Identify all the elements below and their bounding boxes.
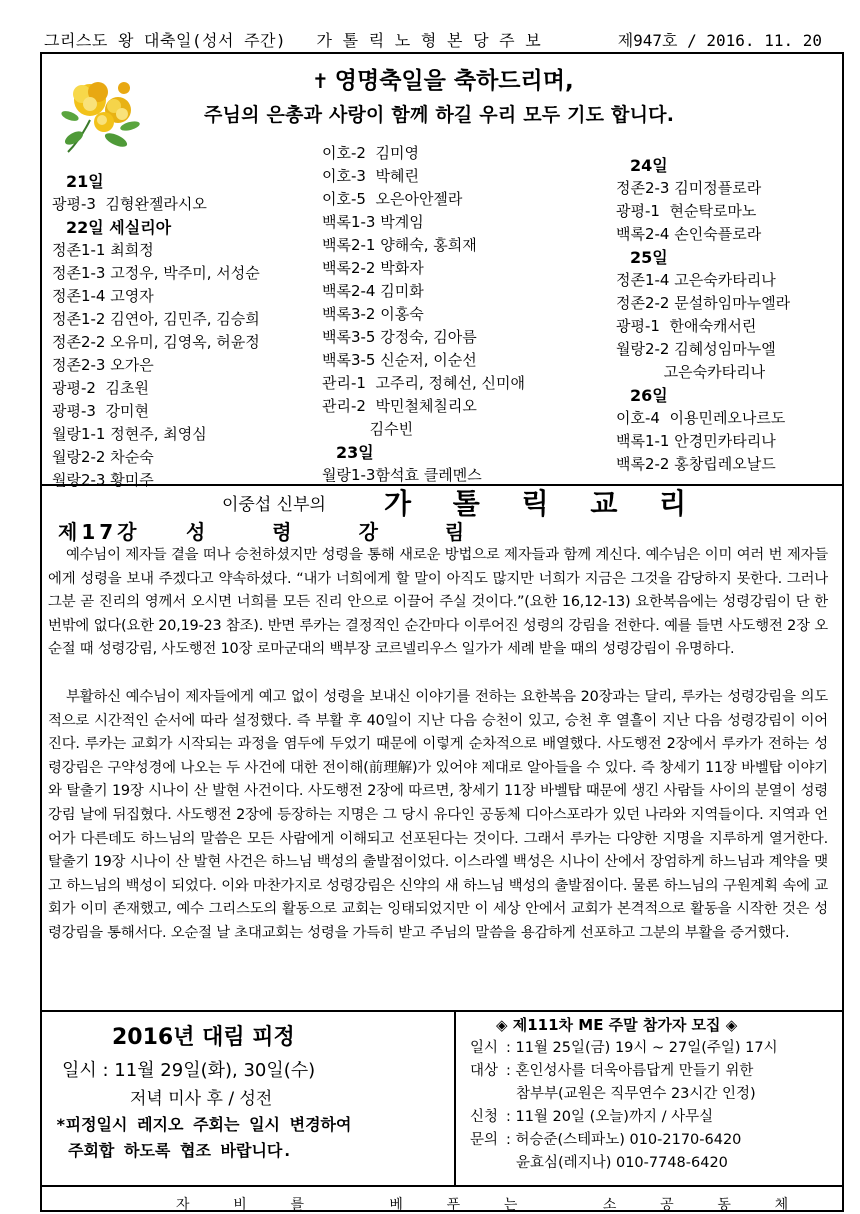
- feast-entry: 백록2-4 김미화: [322, 282, 424, 300]
- feast-entry: 이호-2 김미영: [322, 144, 419, 162]
- feast-entry: 정존1-4 고영자: [52, 287, 154, 305]
- feast-column-2: [322, 142, 525, 487]
- feast-entry: 백록3-5 강정숙, 김아름: [322, 328, 477, 346]
- feast-entry: 정존1-4 고은숙카타리나: [616, 271, 776, 289]
- greeting-line-1: [312, 62, 574, 95]
- feast-column-1: [52, 170, 260, 492]
- feast-entry: 월랑2-3 황미주: [52, 471, 154, 489]
- advent-retreat-note-2: 주회합 하도록 협조 바랍니다.: [68, 1141, 293, 1160]
- me-weekend-title: ◈ 제111차 ME 주말 참가자 모집 ◈: [496, 1016, 738, 1034]
- lecture-number: 제17강: [58, 520, 141, 544]
- me-detail-row: [470, 1151, 778, 1174]
- me-detail-row: [470, 1059, 778, 1082]
- divider-footer: [40, 1185, 844, 1187]
- me-detail-row: [470, 1036, 778, 1059]
- feast-entry: 이호-5 오은아안젤라: [322, 190, 463, 208]
- feast-entry: 정존2-3 오가은: [52, 356, 154, 374]
- feast-entry: 백록3-2 이홍숙: [322, 305, 424, 323]
- feast-entry: 월랑2-2 김혜성임마누엘: [616, 340, 776, 358]
- me-detail-value: 윤효심(레지나) 010-7748-6420: [516, 1155, 728, 1171]
- feast-entry: 정존2-2 문설하임마누엘라: [616, 294, 791, 312]
- feast-day-heading: 24일: [630, 156, 668, 175]
- me-detail-value: : 허승준(스테파노) 010-2170-6420: [506, 1132, 742, 1148]
- greeting-line-2: 주님의 은총과 사랑이 함께 하길 우리 모두 기도 합니다.: [204, 104, 675, 126]
- feast-entry: 정존1-2 김연아, 김민주, 김승희: [52, 310, 260, 328]
- feast-entry: 정존2-3 김미정플로라: [616, 179, 762, 197]
- advent-retreat-date: 일시 : 11월 29일(화), 30일(수): [62, 1060, 316, 1081]
- me-detail-value: : 11월 20일 (오늘)까지 / 사무실: [506, 1109, 714, 1125]
- parish-motto: 자 비 를 베 푸 는 소 공 동 체: [176, 1197, 791, 1213]
- lecture-paragraph-2: 부활하신 예수님이 제자들에게 예고 없이 성령을 보내신 이야기를 전하는 요한복음 20장과는 달리, 루카는 성령강림을 의도적으로 시간적인 순서에 따라 설정했다. 즉 부활 후 40일이 지난 다음 승천이 있고, 승천 후 열흘이 지난 다음 성령강림이 이어진다. 루카는 교회가 시작되는 과정을 염두에 두었기 때문에 이렇게 순차적으로 배열했다. 사도행전 2장에서 루카가 전하는 성령강림은 구약성경에 나오는 두 사건에 대한 전이해(前理解)가 있어야 제대로 알아들을 수 있다. 즉 창세기 11장 바벨탑 이야기와 탈출기 19장 시나이 산 발현 사건이다. 사도행전 2장에 따르면, 창세기 11장 바벨탑 때문에 생긴 사람들 사이의 분열이 성령강림 날에 뒤집혔다. 사도행전 2장에 등장하는 지명은 그 당시 유다인 공동체 디아스포라가 있던 나라와 지역들이다. 지역과 언어가 다른데도 하느님의 말씀은 모든 사람에게 이해되고 선포된다는 것이다. 그래서 루카는 다양한 지명을 지루하게 열거한다. 탈출기 19장 시나이 산 발현 사건은 하느님 백성의 출발점이었다. 이스라엘 백성은 시나이 산에서 장엄하게 하느님과 계약을 맺고 하느님의 백성이 되었다. 이와 마찬가지로 성령강림은 신약의 새 하느님 백성의 출발점이다. 물론 하느님의 구원계획 속에 교회가 이미 존재했고, 예수 그리스도의 활동으로 교회는 잉태되었지만 이 세상 안에서 교회가 본격적으로 활동을 시작한 것은 성령강림을 통해서다. 오순절 날 초대교회는 성령을 가득히 받고 주님의 말씀을 용감하게 선포하고 그분의 부활을 증거했다.: [48, 689, 828, 941]
- feast-entry: 광평-1 현순탁로마노: [616, 202, 757, 220]
- feast-entry: 백록2-2 박화자: [322, 259, 424, 277]
- divider-notices: [454, 1010, 456, 1185]
- me-detail-label: 문의: [470, 1132, 499, 1148]
- feast-entry: 백록2-1 양해숙, 홍희재: [322, 236, 477, 254]
- feast-entry: 관리-2 박민철체칠리오: [322, 397, 477, 415]
- feast-entry: 관리-1 고주리, 정혜선, 신미애: [322, 374, 525, 392]
- bulletin-header: 그리스도 왕 대축일(성서 주간) 가 톨 릭 노 형 본 당 주 보: [44, 31, 542, 50]
- lecture-title: 성 령 강 림: [186, 520, 495, 544]
- feast-day-heading: 26일: [630, 386, 668, 405]
- lecture-paragraph-1: 예수님이 제자들 곁을 떠나 승천하셨지만 성령을 통해 새로운 방법으로 제자들과 함께 계신다. 예수님은 이미 여러 번 제자들에게 성령을 보내 주겠다고 약속하셨다. “내가 너희에게 할 말이 아직도 많지만 너희가 지금은 그것을 감당하지 못한다. 그러나 그분 곧 진리의 영께서 오시면 너희를 모든 진리 안으로 이끌어 주실 것이다.”(요한 16,12-13) 요한복음에는 성령강림이 단 한 번밖에 없다(요한 20,19-23 참조). 반면 루카는 결정적인 순간마다 이루어진 성령의 강림을 전한다. 예를 들면 사도행전 2장 오순절 때 성령강림, 사도행전 10장 로마군대의 백부장 코르넬리우스 일가가 세례 받을 때의 성령강림이 유명하다.: [48, 547, 828, 658]
- feast-entry: 백록2-4 손인숙플로라: [616, 225, 762, 243]
- feast-entry: 고은숙카타리나: [616, 363, 766, 381]
- feast-entry: 월랑1-3함석효 클레멘스: [322, 466, 482, 484]
- advent-retreat-time: 저녁 미사 후 / 성전: [130, 1089, 273, 1109]
- feast-entry: 광평-2 김초원: [52, 379, 149, 397]
- feast-entry: 광평-3 강미현: [52, 402, 149, 420]
- me-detail-row: [470, 1105, 778, 1128]
- feast-entry: 정존2-2 오유미, 김영옥, 허윤정: [52, 333, 260, 351]
- feast-entry: 백록3-5 신순저, 이순선: [322, 351, 477, 369]
- feast-entry: 월랑2-2 차순숙: [52, 448, 154, 466]
- advent-retreat-note-1: *피정일시 레지오 주회는 일시 변경하여: [56, 1115, 352, 1134]
- me-detail-row: [470, 1128, 778, 1151]
- greeting-text-1: 영명축일을 축하드리며,: [334, 68, 574, 94]
- me-detail-value: 참부부(교원은 직무연수 23시간 인정): [516, 1086, 756, 1102]
- me-weekend-details: [470, 1036, 778, 1174]
- feast-entry: 정존1-1 최희정: [52, 241, 154, 259]
- feast-day-heading: 22일 세실리아: [66, 218, 172, 237]
- feast-entry: 김수빈: [322, 420, 414, 438]
- cross-icon: ✝: [312, 69, 329, 93]
- me-detail-label: 일시: [470, 1040, 499, 1056]
- me-detail-value: : 11월 25일(금) 19시 ~ 27일(주일) 17시: [506, 1040, 778, 1056]
- lecture-series-title: 가 톨 릭 교 리: [384, 487, 703, 520]
- issue-date: 제947호 / 2016. 11. 20: [617, 31, 822, 50]
- feast-day-heading: 23일: [336, 443, 374, 462]
- feast-entry: 이호-3 박혜린: [322, 167, 419, 185]
- feast-entry: 이호-4 이용민레오나르도: [616, 409, 786, 427]
- feast-entry: 백록1-1 안경민카타리나: [616, 432, 776, 450]
- me-detail-label: 신청: [470, 1109, 499, 1125]
- me-detail-value: : 혼인성사를 더욱아름답게 만들기 위한: [506, 1063, 754, 1079]
- feast-entry: 광평-1 한애숙캐서린: [616, 317, 757, 335]
- advent-retreat-title: 2016년 대림 피정: [112, 1025, 295, 1050]
- feast-entry: 월랑1-1 정현주, 최영심: [52, 425, 207, 443]
- feast-day-heading: 21일: [66, 172, 104, 191]
- feast-entry: 광평-3 김형완젤라시오: [52, 195, 207, 213]
- flower-illustration: [60, 60, 146, 160]
- me-detail-row: [470, 1082, 778, 1105]
- feast-entry: 백록1-3 박계임: [322, 213, 424, 231]
- feast-column-3: [616, 154, 790, 476]
- feast-entry: 정존1-3 고정우, 박주미, 서성순: [52, 264, 260, 282]
- divider-lecture-notices: [40, 1010, 844, 1012]
- feast-day-heading: 25일: [630, 248, 668, 267]
- me-detail-label: 대상: [470, 1063, 499, 1079]
- lecture-author: 이중섭 신부의: [222, 495, 326, 515]
- feast-entry: 백록2-2 홍창립레오날드: [616, 455, 776, 473]
